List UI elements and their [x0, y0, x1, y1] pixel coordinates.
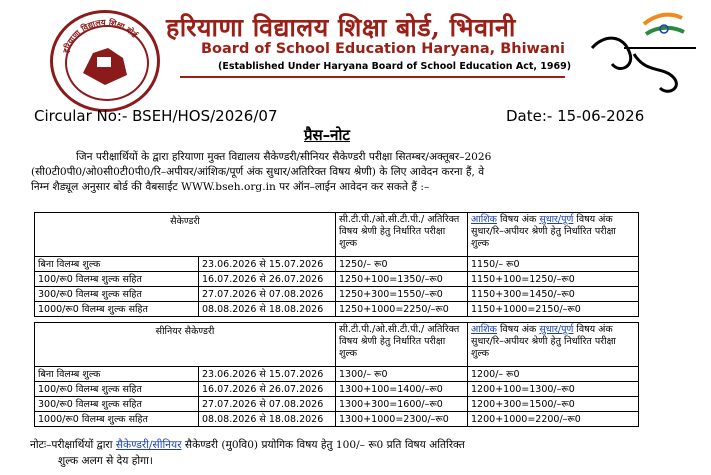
logo-arc-text: हरियाणा विद्यालय शिक्षा बोर्ड — [61, 17, 139, 55]
improvement-link[interactable]: सुधार/पूर्ण — [539, 324, 574, 335]
board-title-english: Board of School Education Haryana, Bhiwani — [201, 41, 566, 57]
circular-date: Date:- 15-06-2026 — [506, 107, 645, 125]
footer-note — [30, 437, 680, 469]
note-line-2: शुल्क अलग से देय होगा। — [58, 455, 153, 467]
note-line-1: नोटः–परीक्षार्थियों द्वारा सैकेण्डरी/सीनियर सैकेण्डरी (मु0वि0) प्रयोगिक विषय हेतु 100/– रू0 प्रति विषय अतिरिक्त — [30, 439, 465, 451]
board-title-hindi: हरियाणा विद्यालय शिक्षा बोर्ड, भिवानी — [166, 13, 516, 42]
vande-mataram-icon — [584, 4, 700, 104]
table-row: 1000/रू0 विलम्ब शुल्क सहित 08.08.2026 से 18.08.2026 1250+1000=2250/–रू0 1150+1000=2150/–रू0 — [35, 302, 639, 317]
table-row: 1000/रू0 विलम्ब शुल्क सहित 08.08.2026 से 18.08.2026 1300+1000=2300/–रू0 1200+1000=2200/–रू0 — [35, 412, 639, 427]
intro-paragraph — [31, 150, 679, 195]
established-line: (Established Under Haryana Board of School Education Act, 1969) — [218, 61, 572, 72]
board-logo — [50, 10, 160, 112]
secondary-fee-table — [34, 212, 639, 317]
partial-link[interactable]: आशिक — [471, 214, 497, 225]
table-row: 300/रू0 विलम्ब शुल्क सहित 27.07.2026 से 07.08.2026 1300+300=1600/–रू0 1200+300=1500/–रू0 — [35, 397, 639, 412]
senior-partial-heading: आशिक विषय अंक सुधार/पूर्ण विषय अंक सुधार/रि–अपीयर श्रेणी हेतु निर्धारित परीक्षा शुल्क — [468, 323, 639, 367]
paragraph-line-3: निम्न शैड्यूल अनुसार बोर्ड की वैबसाईट WWW.bseh.org.in पर ऑन–लाईन आवेदन कर सकते हैं :– — [31, 181, 430, 193]
secondary-ctp-heading: सी.टी.पी./ओ.सी.टी.पी./ अतिरिक्त विषय श्रेणी हेतु निर्धारित परीक्षा शुल्क — [336, 213, 468, 257]
improvement-link[interactable]: सुधार/पूर्ण — [539, 214, 574, 225]
partial-link[interactable]: आशिक — [471, 324, 497, 335]
secondary-heading: सैकेण्डरी — [35, 213, 336, 257]
senior-ctp-heading: सी.टी.पी./ओ.सी.टी.पी./ अतिरिक्त विषय श्रेणी हेतु निर्धारित परीक्षा शुल्क — [336, 323, 468, 367]
table-row: बिना विलम्ब शुल्क 23.06.2026 से 15.07.2026 1250/– रू0 1150/– रू0 — [35, 257, 639, 272]
table-row: 300/रू0 विलम्ब शुल्क सहित 27.07.2026 से 07.08.2026 1250+300=1550/–रू0 1150+300=1450/–रू0 — [35, 287, 639, 302]
paragraph-line-2: (सी0टी0पी0/ओ0सी0टी0पी0/रि–अपीयर/आंशिक/पूर्ण अंक सुधार/अतिरिक्त विषय श्रेणी) के लिए आवेदन करना हैं, वे — [31, 166, 485, 178]
circular-number: Circular No:- BSEH/HOS/2026/07 — [34, 107, 278, 125]
vande-mataram-logo — [584, 4, 700, 104]
svg-text:हरियाणा विद्यालय शिक्षा बोर्ड — [61, 17, 140, 55]
senior-secondary-fee-table — [34, 322, 639, 427]
secondary-partial-heading: आशिक विषय अंक सुधार/पूर्ण विषय अंक सुधार/रि–अपीयर श्रेणी हेतु निर्धारित परीक्षा शुल्क — [468, 213, 639, 257]
press-note-title: प्रैस–नोट — [304, 126, 350, 144]
header-divider — [180, 76, 565, 78]
senior-secondary-heading: सीनियर सैकेण्डरी — [35, 323, 336, 367]
table-row: 100/रू0 विलम्ब शुल्क सहित 16.07.2026 से 26.07.2026 1250+100=1350/–रू0 1150+100=1250/–रू0 — [35, 272, 639, 287]
table-row: 100/रू0 विलम्ब शुल्क सहित 16.07.2026 से 26.07.2026 1300+100=1400/–रू0 1200+100=1300/–रू0 — [35, 382, 639, 397]
secondary-senior-link[interactable]: सैकेण्डरी/सीनियर — [115, 439, 182, 451]
table-row: बिना विलम्ब शुल्क 23.06.2026 से 15.07.2026 1300/– रू0 1200/– रू0 — [35, 367, 639, 382]
logo-emblem-icon — [53, 13, 157, 109]
paragraph-line-1: जिन परीक्षार्थियों के द्वारा हरियाणा मुक्त विद्यालय सैकेण्डरी/सीनियर सैकेण्डरी परीक्षा सितम्बर/अक्तूबर–2026 — [76, 151, 492, 163]
